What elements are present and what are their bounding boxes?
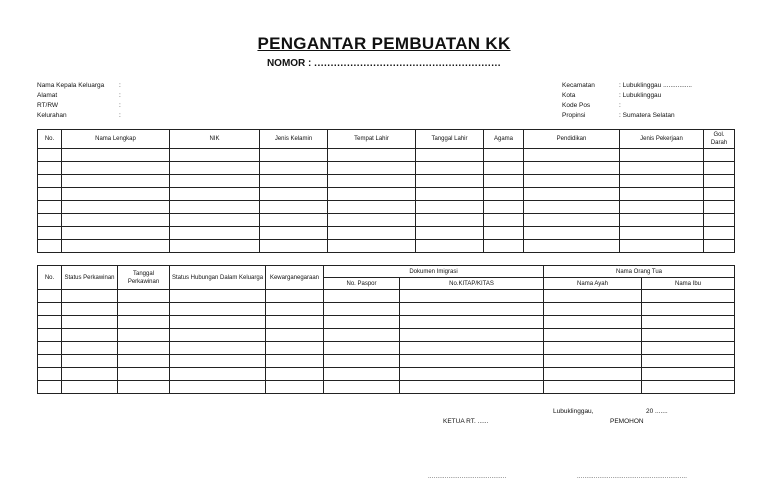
table-cell xyxy=(266,329,324,342)
info-label: Kode Pos xyxy=(562,102,591,109)
table-row xyxy=(38,381,735,394)
table-cell xyxy=(118,381,170,394)
table-cell xyxy=(642,342,735,355)
header-nama-lengkap: Nama Lengkap xyxy=(62,130,170,149)
table-cell xyxy=(524,175,620,188)
table-cell xyxy=(642,316,735,329)
table-cell xyxy=(324,303,400,316)
family-members-table xyxy=(37,129,735,253)
table-cell xyxy=(38,149,62,162)
table-cell xyxy=(118,342,170,355)
table-cell xyxy=(544,368,642,381)
table-cell xyxy=(328,227,416,240)
table-cell xyxy=(620,240,704,253)
table-cell xyxy=(62,381,118,394)
table-cell xyxy=(524,162,620,175)
header-no-paspor: No. Paspor xyxy=(324,278,400,290)
table-cell xyxy=(704,227,735,240)
table-header-row xyxy=(38,266,735,278)
header-tempat-lahir: Tempat Lahir xyxy=(328,130,416,149)
header-status-perkawinan: Status Perkawinan xyxy=(62,266,118,290)
table-cell xyxy=(170,149,260,162)
table-row xyxy=(38,355,735,368)
table-cell xyxy=(328,188,416,201)
info-row xyxy=(562,111,692,121)
header-nama-ayah: Nama Ayah xyxy=(544,278,642,290)
info-row xyxy=(37,81,121,91)
info-value: : Sumatera Selatan xyxy=(619,112,675,119)
table-row xyxy=(38,149,735,162)
nomor-dots: ......................................................... xyxy=(314,58,502,69)
table-cell xyxy=(524,214,620,227)
table-cell xyxy=(620,214,704,227)
table-cell xyxy=(266,303,324,316)
table-cell xyxy=(620,162,704,175)
table-cell xyxy=(260,162,328,175)
table-cell xyxy=(62,342,118,355)
info-value: : xyxy=(619,102,621,109)
table-cell xyxy=(324,342,400,355)
header-agama: Agama xyxy=(484,130,524,149)
table-cell xyxy=(544,316,642,329)
table-cell xyxy=(400,316,544,329)
table-cell xyxy=(266,368,324,381)
table-cell xyxy=(118,290,170,303)
table-cell xyxy=(38,188,62,201)
table-cell xyxy=(484,240,524,253)
table-cell xyxy=(328,214,416,227)
header-no-kitap: No.KITAP/KITAS xyxy=(400,278,544,290)
document-number xyxy=(0,58,768,69)
header-dokumen-imigrasi: Dokumen Imigrasi xyxy=(324,266,544,278)
table-cell xyxy=(38,368,62,381)
table-cell xyxy=(620,188,704,201)
table-cell xyxy=(328,240,416,253)
table-cell xyxy=(170,381,266,394)
table-row xyxy=(38,188,735,201)
header-no: No. xyxy=(38,130,62,149)
family-status-body xyxy=(38,290,735,394)
table-cell xyxy=(416,214,484,227)
table-cell xyxy=(266,290,324,303)
info-row xyxy=(562,91,692,101)
table-cell xyxy=(62,368,118,381)
table-cell xyxy=(400,381,544,394)
pemohon-signature-line: ........................................................... xyxy=(577,474,688,480)
header-pendidikan: Pendidikan xyxy=(524,130,620,149)
place-date-label: Lubuklinggau, xyxy=(553,408,594,415)
table-cell xyxy=(642,290,735,303)
table-cell xyxy=(400,368,544,381)
table-cell xyxy=(620,149,704,162)
info-value: : xyxy=(119,102,121,109)
header-kewarganegaraan: Kewarganegaraan xyxy=(266,266,324,290)
table-cell xyxy=(484,201,524,214)
table-cell xyxy=(62,240,170,253)
table-row xyxy=(38,290,735,303)
table-cell xyxy=(484,227,524,240)
table-cell xyxy=(328,175,416,188)
table-cell xyxy=(484,188,524,201)
pemohon-label: PEMOHON xyxy=(610,418,644,425)
table-cell xyxy=(38,329,62,342)
table-cell xyxy=(544,329,642,342)
table-cell xyxy=(642,329,735,342)
table-cell xyxy=(328,162,416,175)
table-cell xyxy=(260,149,328,162)
table-cell xyxy=(642,381,735,394)
info-value: : xyxy=(119,82,121,89)
table-cell xyxy=(170,227,260,240)
info-label: Propinsi xyxy=(562,112,586,119)
table-cell xyxy=(170,188,260,201)
table-row xyxy=(38,201,735,214)
table-cell xyxy=(118,368,170,381)
nomor-label: NOMOR : xyxy=(266,58,312,69)
header-no: No. xyxy=(38,266,62,290)
table-cell xyxy=(324,316,400,329)
table-cell xyxy=(260,227,328,240)
table-cell xyxy=(38,162,62,175)
table-cell xyxy=(484,175,524,188)
table-row xyxy=(38,316,735,329)
table-cell xyxy=(170,342,266,355)
table-cell xyxy=(118,329,170,342)
table-cell xyxy=(118,303,170,316)
table-row xyxy=(38,162,735,175)
table-cell xyxy=(544,342,642,355)
table-cell xyxy=(324,290,400,303)
table-cell xyxy=(266,316,324,329)
table-cell xyxy=(62,149,170,162)
header-jenis-kelamin: Jenis Kelamin xyxy=(260,130,328,149)
header-nama-ibu: Nama Ibu xyxy=(642,278,735,290)
table-cell xyxy=(704,201,735,214)
table-cell xyxy=(524,201,620,214)
table-cell xyxy=(170,329,266,342)
table-cell xyxy=(170,162,260,175)
info-label: Alamat xyxy=(37,92,58,99)
table-cell xyxy=(642,355,735,368)
info-value: : xyxy=(119,112,121,119)
table-cell xyxy=(416,162,484,175)
table-cell xyxy=(38,175,62,188)
table-cell xyxy=(266,342,324,355)
table-cell xyxy=(266,355,324,368)
table-cell xyxy=(62,227,170,240)
table-cell xyxy=(170,368,266,381)
table-cell xyxy=(544,355,642,368)
info-row xyxy=(562,81,692,91)
table-cell xyxy=(260,188,328,201)
table-row xyxy=(38,342,735,355)
header-nik: NIK xyxy=(170,130,260,149)
table-cell xyxy=(484,214,524,227)
table-cell xyxy=(38,342,62,355)
table-cell xyxy=(620,227,704,240)
header-tanggal-perkawinan: Tanggal Perkawinan xyxy=(118,266,170,290)
table-cell xyxy=(266,381,324,394)
table-cell xyxy=(170,290,266,303)
table-cell xyxy=(704,240,735,253)
info-row xyxy=(37,91,121,101)
header-jenis-pekerjaan: Jenis Pekerjaan xyxy=(620,130,704,149)
info-label: Kota xyxy=(562,92,576,99)
table-header-row xyxy=(38,130,735,149)
table-cell xyxy=(324,368,400,381)
table-cell xyxy=(400,355,544,368)
table-cell xyxy=(400,303,544,316)
table-cell xyxy=(38,227,62,240)
table-cell xyxy=(118,316,170,329)
info-value: : xyxy=(119,92,121,99)
table-cell xyxy=(400,290,544,303)
info-label: Kelurahan xyxy=(37,112,67,119)
table-cell xyxy=(170,355,266,368)
info-row xyxy=(37,101,121,111)
table-cell xyxy=(328,201,416,214)
table-cell xyxy=(544,290,642,303)
table-cell xyxy=(328,149,416,162)
ketua-rt-label: KETUA RT. ...... xyxy=(443,418,489,425)
table-cell xyxy=(170,201,260,214)
table-cell xyxy=(38,316,62,329)
table-cell xyxy=(642,303,735,316)
info-label: Nama Kepala Keluarga xyxy=(37,82,105,89)
year-label: 20 ....... xyxy=(646,408,668,415)
table-cell xyxy=(416,149,484,162)
table-cell xyxy=(62,290,118,303)
table-row xyxy=(38,175,735,188)
table-cell xyxy=(38,214,62,227)
table-row xyxy=(38,368,735,381)
document-title: PENGANTAR PEMBUATAN KK xyxy=(257,34,511,53)
table-cell xyxy=(38,201,62,214)
table-cell xyxy=(704,149,735,162)
info-label: RT/RW xyxy=(37,102,59,109)
family-status-table xyxy=(37,265,735,394)
table-cell xyxy=(62,188,170,201)
table-cell xyxy=(260,214,328,227)
table-cell xyxy=(484,162,524,175)
table-cell xyxy=(62,214,170,227)
family-members-body xyxy=(38,149,735,253)
table-cell xyxy=(416,227,484,240)
table-row xyxy=(38,227,735,240)
table-cell xyxy=(324,329,400,342)
info-left-block xyxy=(37,81,121,121)
table-row xyxy=(38,240,735,253)
info-label: Kecamatan xyxy=(562,82,595,89)
table-cell xyxy=(170,214,260,227)
info-right-block xyxy=(562,81,692,121)
table-cell xyxy=(524,227,620,240)
header-gol-darah: Gol. Darah xyxy=(704,130,735,149)
table-cell xyxy=(62,162,170,175)
table-cell xyxy=(62,355,118,368)
table-cell xyxy=(38,381,62,394)
table-cell xyxy=(38,290,62,303)
ketua-signature-line: .......................................... xyxy=(428,474,507,480)
info-value: : Lubuklinggau ................ xyxy=(619,82,692,89)
table-row xyxy=(38,329,735,342)
table-row xyxy=(38,303,735,316)
table-cell xyxy=(400,329,544,342)
table-cell xyxy=(324,381,400,394)
header-tanggal-lahir: Tanggal Lahir xyxy=(416,130,484,149)
table-cell xyxy=(62,201,170,214)
table-cell xyxy=(544,303,642,316)
table-cell xyxy=(416,240,484,253)
table-row xyxy=(38,214,735,227)
table-cell xyxy=(170,316,266,329)
table-cell xyxy=(170,240,260,253)
table-cell xyxy=(416,175,484,188)
table-cell xyxy=(704,188,735,201)
table-cell xyxy=(400,342,544,355)
table-cell xyxy=(416,201,484,214)
table-cell xyxy=(620,175,704,188)
table-cell xyxy=(62,316,118,329)
table-cell xyxy=(524,188,620,201)
table-cell xyxy=(170,303,266,316)
table-cell xyxy=(170,175,260,188)
table-cell xyxy=(524,149,620,162)
table-cell xyxy=(324,355,400,368)
table-cell xyxy=(704,162,735,175)
header-status-hubungan: Status Hubungan Dalam Keluarga xyxy=(170,266,266,290)
table-cell xyxy=(544,381,642,394)
table-cell xyxy=(38,355,62,368)
table-cell xyxy=(642,368,735,381)
table-cell xyxy=(62,329,118,342)
table-cell xyxy=(260,201,328,214)
table-cell xyxy=(260,175,328,188)
table-cell xyxy=(524,240,620,253)
table-cell xyxy=(704,214,735,227)
info-row xyxy=(562,101,692,111)
table-cell xyxy=(118,355,170,368)
table-cell xyxy=(62,303,118,316)
table-cell xyxy=(38,303,62,316)
table-cell xyxy=(620,201,704,214)
table-cell xyxy=(38,240,62,253)
table-cell xyxy=(484,149,524,162)
info-row xyxy=(37,111,121,121)
info-value: : Lubuklinggau xyxy=(619,92,662,99)
table-cell xyxy=(260,240,328,253)
table-cell xyxy=(416,188,484,201)
header-nama-orang-tua: Nama Orang Tua xyxy=(544,266,735,278)
table-cell xyxy=(62,175,170,188)
table-cell xyxy=(704,175,735,188)
